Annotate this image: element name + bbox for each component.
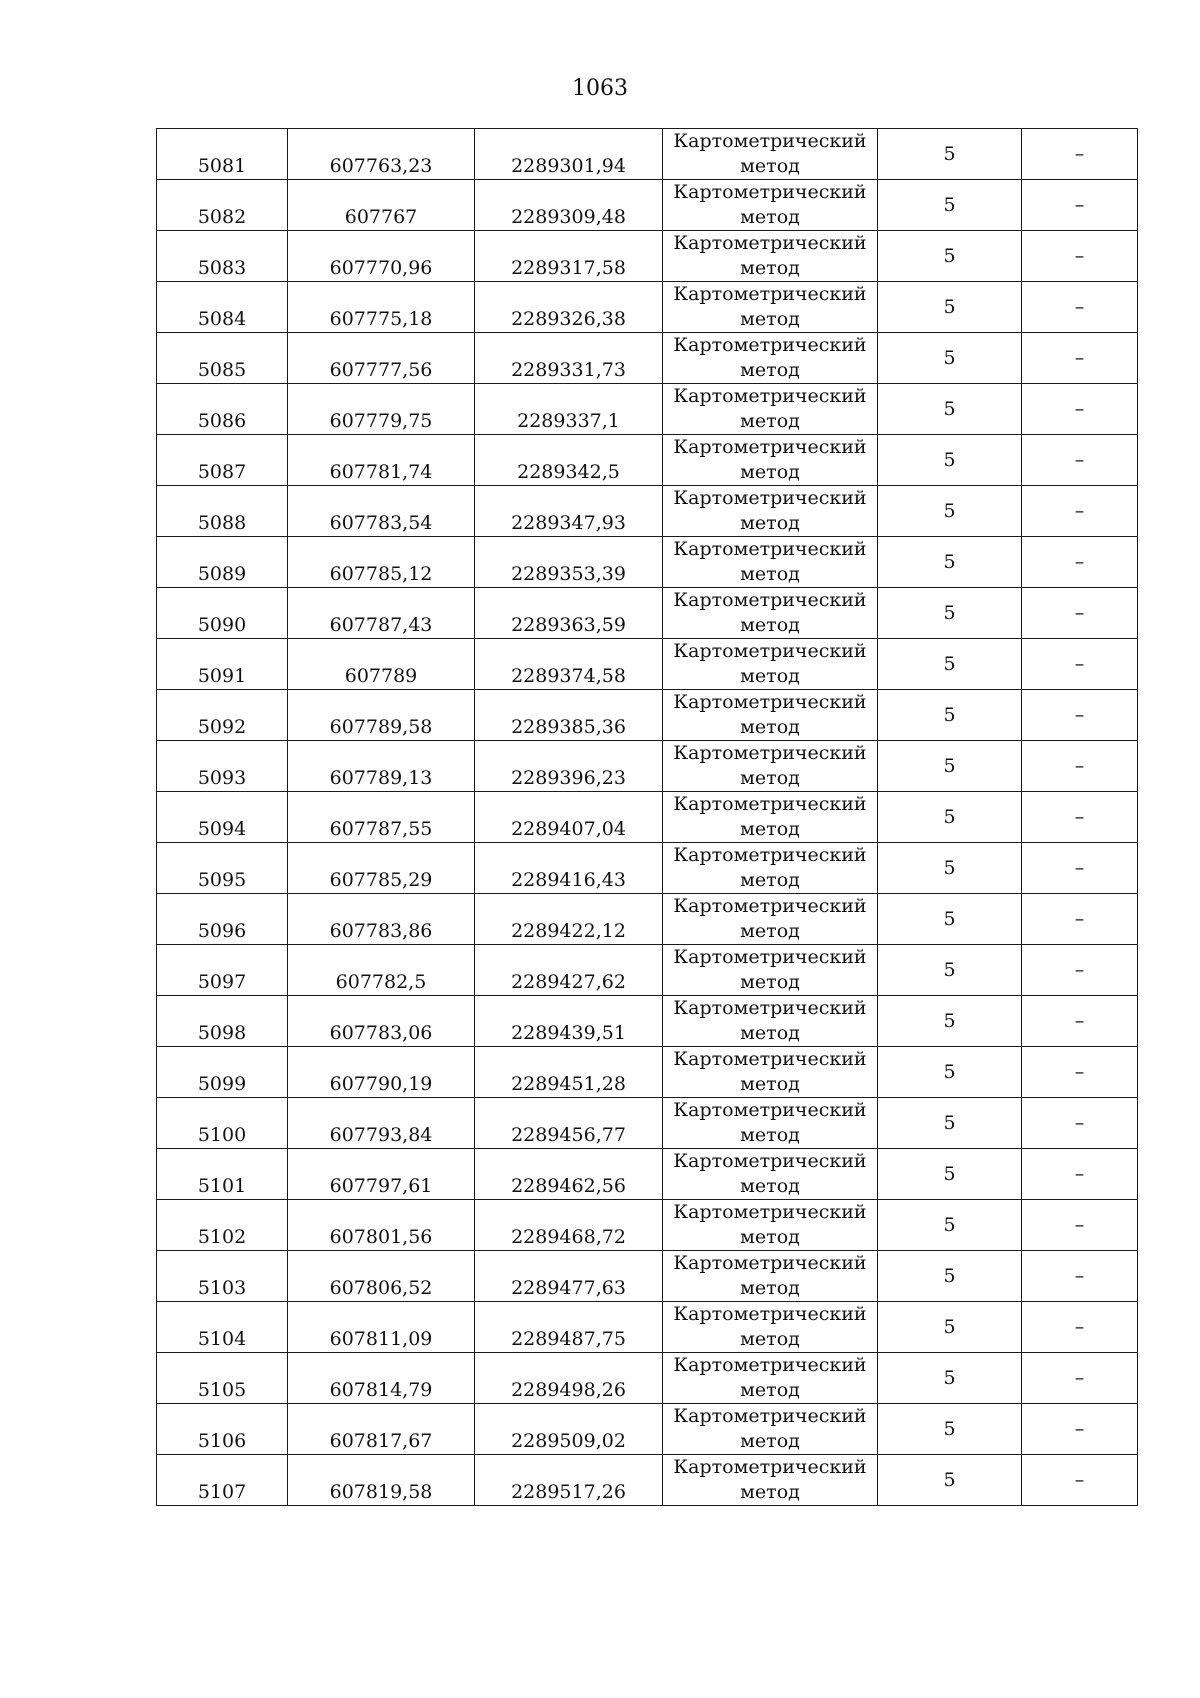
x-coordinate-cell: 607785,12: [288, 537, 475, 588]
method-line-2: метод: [740, 563, 800, 585]
method-cell: [663, 537, 878, 588]
method-line-2: метод: [740, 1379, 800, 1401]
method-cell: [663, 1047, 878, 1098]
method-cell: [663, 1455, 878, 1506]
method-line-2: метод: [740, 1430, 800, 1452]
description-cell: –: [1022, 333, 1138, 384]
description-cell: –: [1022, 843, 1138, 894]
accuracy-cell: 5: [878, 486, 1022, 537]
method-cell: [663, 1149, 878, 1200]
point-number-cell: 5081: [157, 129, 288, 180]
y-coordinate-cell: 2289301,94: [475, 129, 663, 180]
x-coordinate-cell: 607814,79: [288, 1353, 475, 1404]
method-cell: [663, 690, 878, 741]
y-coordinate-cell: 2289477,63: [475, 1251, 663, 1302]
method-line-2: метод: [740, 257, 800, 279]
method-line-2: метод: [740, 1328, 800, 1350]
x-coordinate-cell: 607790,19: [288, 1047, 475, 1098]
description-cell: –: [1022, 894, 1138, 945]
method-line-2: метод: [740, 1277, 800, 1299]
x-coordinate-cell: 607793,84: [288, 1098, 475, 1149]
x-coordinate-cell: 607819,58: [288, 1455, 475, 1506]
x-coordinate-cell: 607781,74: [288, 435, 475, 486]
x-coordinate-cell: 607787,43: [288, 588, 475, 639]
y-coordinate-cell: 2289427,62: [475, 945, 663, 996]
table-row: [157, 894, 1138, 945]
accuracy-cell: 5: [878, 1098, 1022, 1149]
method-line-1: Картометрический: [673, 844, 867, 866]
table-row: [157, 1353, 1138, 1404]
y-coordinate-cell: 2289517,26: [475, 1455, 663, 1506]
method-line-2: метод: [740, 1226, 800, 1248]
x-coordinate-cell: 607763,23: [288, 129, 475, 180]
table-row: [157, 741, 1138, 792]
table-row: [157, 537, 1138, 588]
x-coordinate-cell: 607767: [288, 180, 475, 231]
method-line-2: метод: [740, 869, 800, 891]
method-cell: [663, 639, 878, 690]
point-number-cell: 5093: [157, 741, 288, 792]
method-cell: [663, 129, 878, 180]
method-cell: [663, 1404, 878, 1455]
method-cell: [663, 333, 878, 384]
method-cell: [663, 741, 878, 792]
method-cell: [663, 180, 878, 231]
method-line-1: Картометрический: [673, 283, 867, 305]
table-row: [157, 1047, 1138, 1098]
accuracy-cell: 5: [878, 741, 1022, 792]
point-number-cell: 5099: [157, 1047, 288, 1098]
table-row: [157, 231, 1138, 282]
accuracy-cell: 5: [878, 588, 1022, 639]
method-line-2: метод: [740, 461, 800, 483]
y-coordinate-cell: 2289396,23: [475, 741, 663, 792]
y-coordinate-cell: 2289509,02: [475, 1404, 663, 1455]
method-line-1: Картометрический: [673, 997, 867, 1019]
method-cell: [663, 1200, 878, 1251]
point-number-cell: 5094: [157, 792, 288, 843]
y-coordinate-cell: 2289456,77: [475, 1098, 663, 1149]
point-number-cell: 5082: [157, 180, 288, 231]
method-cell: [663, 384, 878, 435]
method-cell: [663, 486, 878, 537]
y-coordinate-cell: 2289451,28: [475, 1047, 663, 1098]
point-number-cell: 5107: [157, 1455, 288, 1506]
table-row: [157, 1251, 1138, 1302]
description-cell: –: [1022, 996, 1138, 1047]
x-coordinate-cell: 607817,67: [288, 1404, 475, 1455]
x-coordinate-cell: 607811,09: [288, 1302, 475, 1353]
description-cell: –: [1022, 1404, 1138, 1455]
method-line-1: Картометрический: [673, 1303, 867, 1325]
table-row: [157, 1302, 1138, 1353]
method-line-2: метод: [740, 716, 800, 738]
y-coordinate-cell: 2289363,59: [475, 588, 663, 639]
method-cell: [663, 1353, 878, 1404]
point-number-cell: 5106: [157, 1404, 288, 1455]
accuracy-cell: 5: [878, 282, 1022, 333]
method-line-2: метод: [740, 308, 800, 330]
method-line-1: Картометрический: [673, 436, 867, 458]
description-cell: –: [1022, 231, 1138, 282]
method-cell: [663, 894, 878, 945]
table-row: [157, 384, 1138, 435]
y-coordinate-cell: 2289347,93: [475, 486, 663, 537]
y-coordinate-cell: 2289416,43: [475, 843, 663, 894]
accuracy-cell: 5: [878, 996, 1022, 1047]
point-number-cell: 5098: [157, 996, 288, 1047]
method-line-1: Картометрический: [673, 1405, 867, 1427]
method-cell: [663, 588, 878, 639]
y-coordinate-cell: 2289374,58: [475, 639, 663, 690]
method-line-1: Картометрический: [673, 181, 867, 203]
table-row: [157, 1455, 1138, 1506]
description-cell: –: [1022, 741, 1138, 792]
y-coordinate-cell: 2289342,5: [475, 435, 663, 486]
method-line-2: метод: [740, 359, 800, 381]
point-number-cell: 5087: [157, 435, 288, 486]
accuracy-cell: 5: [878, 333, 1022, 384]
description-cell: –: [1022, 282, 1138, 333]
method-line-2: метод: [740, 1175, 800, 1197]
x-coordinate-cell: 607783,54: [288, 486, 475, 537]
method-line-2: метод: [740, 155, 800, 177]
accuracy-cell: 5: [878, 129, 1022, 180]
method-line-2: метод: [740, 818, 800, 840]
method-line-1: Картометрический: [673, 742, 867, 764]
point-number-cell: 5089: [157, 537, 288, 588]
accuracy-cell: 5: [878, 384, 1022, 435]
description-cell: –: [1022, 1047, 1138, 1098]
method-cell: [663, 435, 878, 486]
accuracy-cell: 5: [878, 1149, 1022, 1200]
method-line-1: Картометрический: [673, 1252, 867, 1274]
point-number-cell: 5097: [157, 945, 288, 996]
method-line-1: Картометрический: [673, 1354, 867, 1376]
y-coordinate-cell: 2289462,56: [475, 1149, 663, 1200]
method-cell: [663, 1098, 878, 1149]
method-line-1: Картометрический: [673, 1048, 867, 1070]
y-coordinate-cell: 2289468,72: [475, 1200, 663, 1251]
method-cell: [663, 792, 878, 843]
point-number-cell: 5088: [157, 486, 288, 537]
accuracy-cell: 5: [878, 1302, 1022, 1353]
x-coordinate-cell: 607785,29: [288, 843, 475, 894]
table-row: [157, 945, 1138, 996]
table-row: [157, 1404, 1138, 1455]
method-line-2: метод: [740, 971, 800, 993]
description-cell: –: [1022, 1302, 1138, 1353]
table-row: [157, 1200, 1138, 1251]
description-cell: –: [1022, 792, 1138, 843]
accuracy-cell: 5: [878, 1251, 1022, 1302]
method-line-1: Картометрический: [673, 487, 867, 509]
table-body: [157, 129, 1138, 1506]
method-line-1: Картометрический: [673, 691, 867, 713]
y-coordinate-cell: 2289326,38: [475, 282, 663, 333]
method-line-2: метод: [740, 767, 800, 789]
table-row: [157, 435, 1138, 486]
method-line-1: Картометрический: [673, 640, 867, 662]
point-number-cell: 5095: [157, 843, 288, 894]
x-coordinate-cell: 607789: [288, 639, 475, 690]
y-coordinate-cell: 2289385,36: [475, 690, 663, 741]
method-line-1: Картометрический: [673, 232, 867, 254]
description-cell: –: [1022, 690, 1138, 741]
point-number-cell: 5103: [157, 1251, 288, 1302]
table-row: [157, 1149, 1138, 1200]
method-cell: [663, 231, 878, 282]
accuracy-cell: 5: [878, 1455, 1022, 1506]
method-line-1: Картометрический: [673, 589, 867, 611]
method-cell: [663, 843, 878, 894]
x-coordinate-cell: 607770,96: [288, 231, 475, 282]
x-coordinate-cell: 607779,75: [288, 384, 475, 435]
coordinates-table: [156, 128, 1138, 1506]
table-row: [157, 180, 1138, 231]
description-cell: –: [1022, 1149, 1138, 1200]
x-coordinate-cell: 607783,06: [288, 996, 475, 1047]
description-cell: –: [1022, 129, 1138, 180]
method-line-2: метод: [740, 512, 800, 534]
x-coordinate-cell: 607787,55: [288, 792, 475, 843]
method-cell: [663, 1251, 878, 1302]
method-line-2: метод: [740, 920, 800, 942]
y-coordinate-cell: 2289331,73: [475, 333, 663, 384]
method-line-2: метод: [740, 1124, 800, 1146]
description-cell: –: [1022, 537, 1138, 588]
page-number: 1063: [572, 76, 628, 101]
point-number-cell: 5084: [157, 282, 288, 333]
table-row: [157, 129, 1138, 180]
method-line-1: Картометрический: [673, 895, 867, 917]
method-cell: [663, 945, 878, 996]
point-number-cell: 5083: [157, 231, 288, 282]
description-cell: –: [1022, 435, 1138, 486]
accuracy-cell: 5: [878, 1353, 1022, 1404]
y-coordinate-cell: 2289309,48: [475, 180, 663, 231]
table-row: [157, 588, 1138, 639]
description-cell: –: [1022, 1353, 1138, 1404]
method-line-1: Картометрический: [673, 538, 867, 560]
x-coordinate-cell: 607789,13: [288, 741, 475, 792]
table-row: [157, 792, 1138, 843]
accuracy-cell: 5: [878, 639, 1022, 690]
x-coordinate-cell: 607775,18: [288, 282, 475, 333]
accuracy-cell: 5: [878, 435, 1022, 486]
accuracy-cell: 5: [878, 690, 1022, 741]
description-cell: –: [1022, 1200, 1138, 1251]
description-cell: –: [1022, 639, 1138, 690]
x-coordinate-cell: 607806,52: [288, 1251, 475, 1302]
method-line-1: Картометрический: [673, 1150, 867, 1172]
table-row: [157, 843, 1138, 894]
description-cell: –: [1022, 1251, 1138, 1302]
point-number-cell: 5100: [157, 1098, 288, 1149]
description-cell: –: [1022, 180, 1138, 231]
x-coordinate-cell: 607797,61: [288, 1149, 475, 1200]
method-cell: [663, 996, 878, 1047]
y-coordinate-cell: 2289439,51: [475, 996, 663, 1047]
x-coordinate-cell: 607789,58: [288, 690, 475, 741]
point-number-cell: 5085: [157, 333, 288, 384]
accuracy-cell: 5: [878, 945, 1022, 996]
y-coordinate-cell: 2289407,04: [475, 792, 663, 843]
method-line-1: Картометрический: [673, 1456, 867, 1478]
x-coordinate-cell: 607777,56: [288, 333, 475, 384]
y-coordinate-cell: 2289487,75: [475, 1302, 663, 1353]
accuracy-cell: 5: [878, 792, 1022, 843]
method-line-2: метод: [740, 1022, 800, 1044]
point-number-cell: 5101: [157, 1149, 288, 1200]
table-row: [157, 282, 1138, 333]
method-line-1: Картометрический: [673, 1099, 867, 1121]
point-number-cell: 5105: [157, 1353, 288, 1404]
point-number-cell: 5091: [157, 639, 288, 690]
method-line-2: метод: [740, 1073, 800, 1095]
table-row: [157, 996, 1138, 1047]
table-row: [157, 333, 1138, 384]
description-cell: –: [1022, 486, 1138, 537]
method-cell: [663, 282, 878, 333]
accuracy-cell: 5: [878, 537, 1022, 588]
accuracy-cell: 5: [878, 1200, 1022, 1251]
description-cell: –: [1022, 1098, 1138, 1149]
method-line-1: Картометрический: [673, 385, 867, 407]
method-cell: [663, 1302, 878, 1353]
method-line-1: Картометрический: [673, 130, 867, 152]
accuracy-cell: 5: [878, 180, 1022, 231]
y-coordinate-cell: 2289353,39: [475, 537, 663, 588]
method-line-1: Картометрический: [673, 1201, 867, 1223]
description-cell: –: [1022, 1455, 1138, 1506]
y-coordinate-cell: 2289337,1: [475, 384, 663, 435]
accuracy-cell: 5: [878, 843, 1022, 894]
table-row: [157, 486, 1138, 537]
y-coordinate-cell: 2289317,58: [475, 231, 663, 282]
description-cell: –: [1022, 945, 1138, 996]
y-coordinate-cell: 2289498,26: [475, 1353, 663, 1404]
description-cell: –: [1022, 384, 1138, 435]
accuracy-cell: 5: [878, 1047, 1022, 1098]
point-number-cell: 5104: [157, 1302, 288, 1353]
point-number-cell: 5090: [157, 588, 288, 639]
method-line-1: Картометрический: [673, 334, 867, 356]
table-row: [157, 1098, 1138, 1149]
method-line-1: Картометрический: [673, 946, 867, 968]
point-number-cell: 5096: [157, 894, 288, 945]
x-coordinate-cell: 607783,86: [288, 894, 475, 945]
method-line-1: Картометрический: [673, 793, 867, 815]
y-coordinate-cell: 2289422,12: [475, 894, 663, 945]
point-number-cell: 5102: [157, 1200, 288, 1251]
method-line-2: метод: [740, 614, 800, 636]
method-line-2: метод: [740, 206, 800, 228]
x-coordinate-cell: 607801,56: [288, 1200, 475, 1251]
accuracy-cell: 5: [878, 231, 1022, 282]
table-row: [157, 690, 1138, 741]
accuracy-cell: 5: [878, 1404, 1022, 1455]
accuracy-cell: 5: [878, 894, 1022, 945]
method-line-2: метод: [740, 665, 800, 687]
method-line-2: метод: [740, 1481, 800, 1503]
point-number-cell: 5086: [157, 384, 288, 435]
method-line-2: метод: [740, 410, 800, 432]
point-number-cell: 5092: [157, 690, 288, 741]
description-cell: –: [1022, 588, 1138, 639]
table-row: [157, 639, 1138, 690]
x-coordinate-cell: 607782,5: [288, 945, 475, 996]
